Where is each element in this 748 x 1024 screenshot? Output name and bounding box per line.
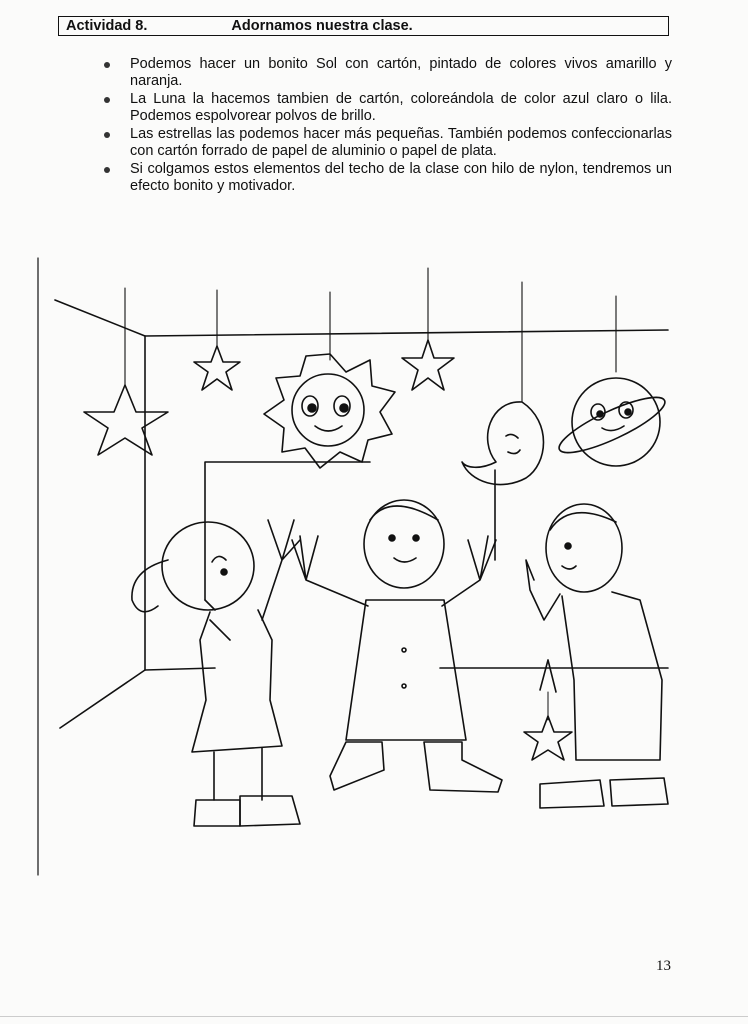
bullet-icon (104, 97, 110, 103)
page-number: 13 (656, 958, 671, 974)
activity-header (58, 16, 669, 36)
list-item: Si colgamos estos elementos del techo de la clase con hilo de nylon, tendremos un efecto bonito y motivador. (104, 161, 672, 195)
activity-title: Adornamos nuestra clase. (231, 18, 413, 34)
girl-figure (132, 520, 300, 826)
bullet-icon (104, 62, 110, 68)
list-item: Podemos hacer un bonito Sol con cartón, pintado de colores vivos amarillo y naranja. (104, 56, 672, 90)
sun-decoration (264, 354, 395, 468)
boy-center-figure (292, 500, 502, 792)
star-small-right (402, 340, 454, 390)
page-edge-divider (0, 1016, 748, 1017)
boy-right-figure (524, 504, 668, 808)
list-item: La Luna la hacemos tambien de cartón, coloreándola de color azul claro o lila. Podemos espolvorear polvos de brillo. (104, 91, 672, 125)
bullet-icon (104, 167, 110, 173)
moon-decoration (462, 402, 544, 485)
activity-number: Actividad 8. (66, 18, 148, 34)
star-small (194, 346, 240, 390)
instructions-list (104, 56, 672, 196)
list-item: Las estrellas las podemos hacer más pequeñas. También podemos confeccionarlas con cartón forrado de papel de aluminio o papel de plata. (104, 126, 672, 160)
bullet-icon (104, 132, 110, 138)
classroom-illustration (0, 240, 748, 880)
star-large (84, 385, 168, 455)
planet-decoration (554, 378, 671, 466)
